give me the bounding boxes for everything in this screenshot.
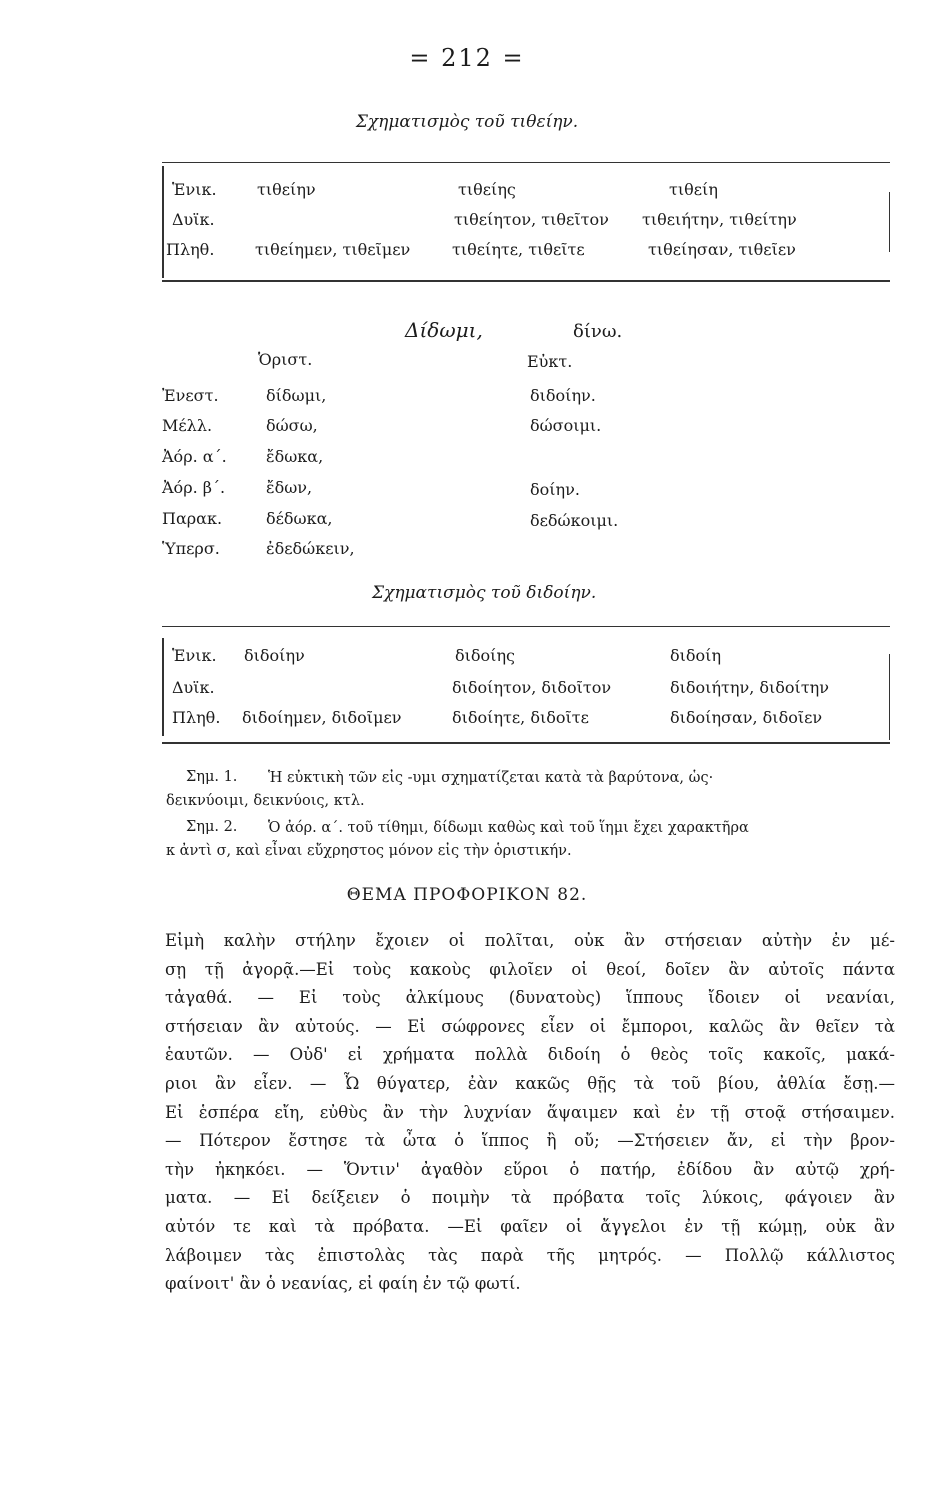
tense-label: Μέλλ. <box>162 416 213 435</box>
cell: διδοίη <box>670 646 722 665</box>
cell: τιθείητον, τιθεῖτον <box>454 210 609 229</box>
table-row <box>162 646 890 670</box>
cell: διδοίησαν, διδοῖεν <box>670 708 823 727</box>
indicative-form: δέδωκα, <box>266 509 333 528</box>
text-line: ριοι ἂν εἶεν. — Ὦ θύγατερ, ἐὰν κακῶς θῇς τὰ τοῦ βίου, ἀθλία ἔσῃ.— <box>165 1073 895 1093</box>
row-label: Πληθ. <box>166 240 215 259</box>
column-header-optative: Εὐκτ. <box>527 352 573 371</box>
row-label: Ἑνικ. <box>172 646 217 665</box>
text-line: ματα. — Εἰ δείξειεν ὁ ποιμὴν τὰ πρόβατα τοῖς λύκοις, φάγοιεν ἂν <box>165 1188 895 1208</box>
exercise-text <box>165 927 895 1299</box>
table-top-rule <box>162 626 890 627</box>
tense-label: Ὑπερσ. <box>162 539 220 558</box>
tithein-conjugation-table <box>162 152 890 287</box>
tense-label: Παρακ. <box>162 509 223 528</box>
tense-label: Ἀόρ. β΄. <box>162 478 226 497</box>
cell: τιθείη <box>669 180 718 199</box>
exercise-title: ΘΕΜΑ ΠΡΟΦΟΡΙΚΟΝ 82. <box>346 885 588 905</box>
table-row <box>162 678 890 702</box>
table-row <box>162 180 890 204</box>
didomi-title-alt: δίνω. <box>573 321 623 342</box>
didomi-title: Δίδωμι, <box>405 318 483 342</box>
indicative-form: δίδωμι, <box>266 386 327 405</box>
table-row <box>162 708 890 732</box>
optative-form: δεδώκοιμι. <box>530 511 619 530</box>
column-header-indicative: Ὁριστ. <box>258 350 313 369</box>
indicative-form: ἐδεδώκειν, <box>266 539 355 558</box>
text-line: στήσειαν ἂν αὐτούς. — Εἰ σώφρονες εἶεν οἱ ἔμποροι, καλῶς ἂν θεῖεν τὰ <box>165 1016 895 1036</box>
row-label: Ἑνικ. <box>172 180 217 199</box>
table-bottom-rule <box>162 742 890 744</box>
cell: διδοιήτην, διδοίτην <box>670 678 829 697</box>
row-label: Πληθ. <box>172 708 221 727</box>
text-line: ἑαυτῶν. — Οὐδ' εἰ χρήματα πολλὰ διδοίη ὁ θεὸς τοῖς κακοῖς, μακά- <box>165 1045 895 1065</box>
text-line: αὐτόν τε καὶ τὰ πρόβατα. —Εἰ φαῖεν οἱ ἄγγελοι ἐν τῇ κώμῃ, οὐκ ἂν <box>165 1216 895 1236</box>
text-line: — Πότερον ἔστησε τὰ ὦτα ὁ ἵππος ἢ οὔ; —Στήσειεν ἄν, εἰ τὴν βρον- <box>165 1131 895 1151</box>
note-text: κ ἀντὶ σ, καὶ εἶναι εὔχρηστος μόνον εἰς τὴν ὁριστικήν. <box>166 843 572 859</box>
cell: τιθείημεν, τιθεῖμεν <box>255 240 411 259</box>
row-label: Δυϊκ. <box>172 210 215 229</box>
page-number: = 212 = <box>409 44 525 72</box>
note-text: Ὁ ἀόρ. α΄. τοῦ τίθημι, δίδωμι καθὼς καὶ τοῦ ἵημι ἔχει χαρακτῆρα <box>268 820 749 836</box>
tense-label: Ἐνεστ. <box>162 386 219 405</box>
didoin-heading: Σχηματισμὸς τοῦ διδοίην. <box>372 583 597 603</box>
text-line: τὴν ἠκηκόει. — Ὅντιν' ἀγαθὸν εὕροι ὁ πατήρ, ἐδίδου ἂν αὐτῷ χρή- <box>165 1159 895 1179</box>
text-line: σῃ τῇ ἀγορᾷ.—Εἰ τοὺς κακοὺς φιλοῖεν οἱ θεοί, δοῖεν ἂν αὐτοῖς πάντα <box>165 959 895 979</box>
table-row <box>162 210 890 234</box>
tithein-heading: Σχηματισμὸς τοῦ τιθείην. <box>355 112 579 132</box>
cell: τιθείητε, τιθεῖτε <box>452 240 585 259</box>
cell: διδοίητε, διδοῖτε <box>452 708 589 727</box>
table-bottom-rule <box>162 280 890 282</box>
text-line: λάβοιμεν τὰς ἐπιστολὰς τὰς παρὰ τῆς μητρός. — Πολλῷ κάλλιστος <box>165 1245 895 1265</box>
text-line: Εἰ ἑσπέρα εἴη, εὐθὺς ἂν τὴν λυχνίαν ἅψαιμεν καὶ ἐν τῇ στοᾷ στήσαιμεν. <box>165 1102 895 1122</box>
note-text: Ἡ εὐκτικὴ τῶν εἰς -υμι σχηματίζεται κατὰ τὰ βαρύτονα, ὡς· <box>268 770 714 786</box>
optative-form: δοίην. <box>530 480 580 499</box>
cell: διδοίης <box>455 646 515 665</box>
note-text: δεικνύοιμι, δεικνύοις, κτλ. <box>166 793 365 809</box>
cell: διδοίην <box>244 646 305 665</box>
indicative-form: ἔδων, <box>266 478 313 497</box>
cell: τιθειήτην, τιθείτην <box>642 210 797 229</box>
table-row <box>162 240 890 264</box>
note-lead: Σημ. 2. <box>186 819 238 835</box>
indicative-form: ἔδωκα, <box>266 447 324 466</box>
optative-form: διδοίην. <box>530 386 596 405</box>
text-line: Εἰμὴ καλὴν στήλην ἔχοιεν οἱ πολῖται, οὐκ ἂν στήσειαν αὐτὴν ἐν μέ- <box>165 931 895 950</box>
indicative-form: δώσω, <box>266 416 318 435</box>
note-lead: Σημ. 1. <box>186 769 238 785</box>
text-line: φαίνοιτ' ἂν ὁ νεανίας, εἰ φαίη ἐν τῷ φωτί. <box>165 1274 521 1294</box>
didoin-conjugation-table <box>162 616 890 746</box>
optative-form: δώσοιμι. <box>530 416 602 435</box>
text-line: τἀγαθά. — Εἰ τοὺς ἀλκίμους (δυνατοὺς) ἵππους ἴδοιεν οἱ νεανίαι, <box>165 988 895 1008</box>
cell: τιθείης <box>458 180 516 199</box>
cell: τιθείησαν, τιθεῖεν <box>648 240 796 259</box>
tense-label: Ἀόρ. α΄. <box>162 447 227 466</box>
table-top-rule <box>162 162 890 163</box>
cell: διδοίημεν, διδοῖμεν <box>242 708 402 727</box>
cell: διδοίητον, διδοῖτον <box>452 678 612 697</box>
row-label: Δυϊκ. <box>172 678 215 697</box>
cell: τιθείην <box>257 180 316 199</box>
